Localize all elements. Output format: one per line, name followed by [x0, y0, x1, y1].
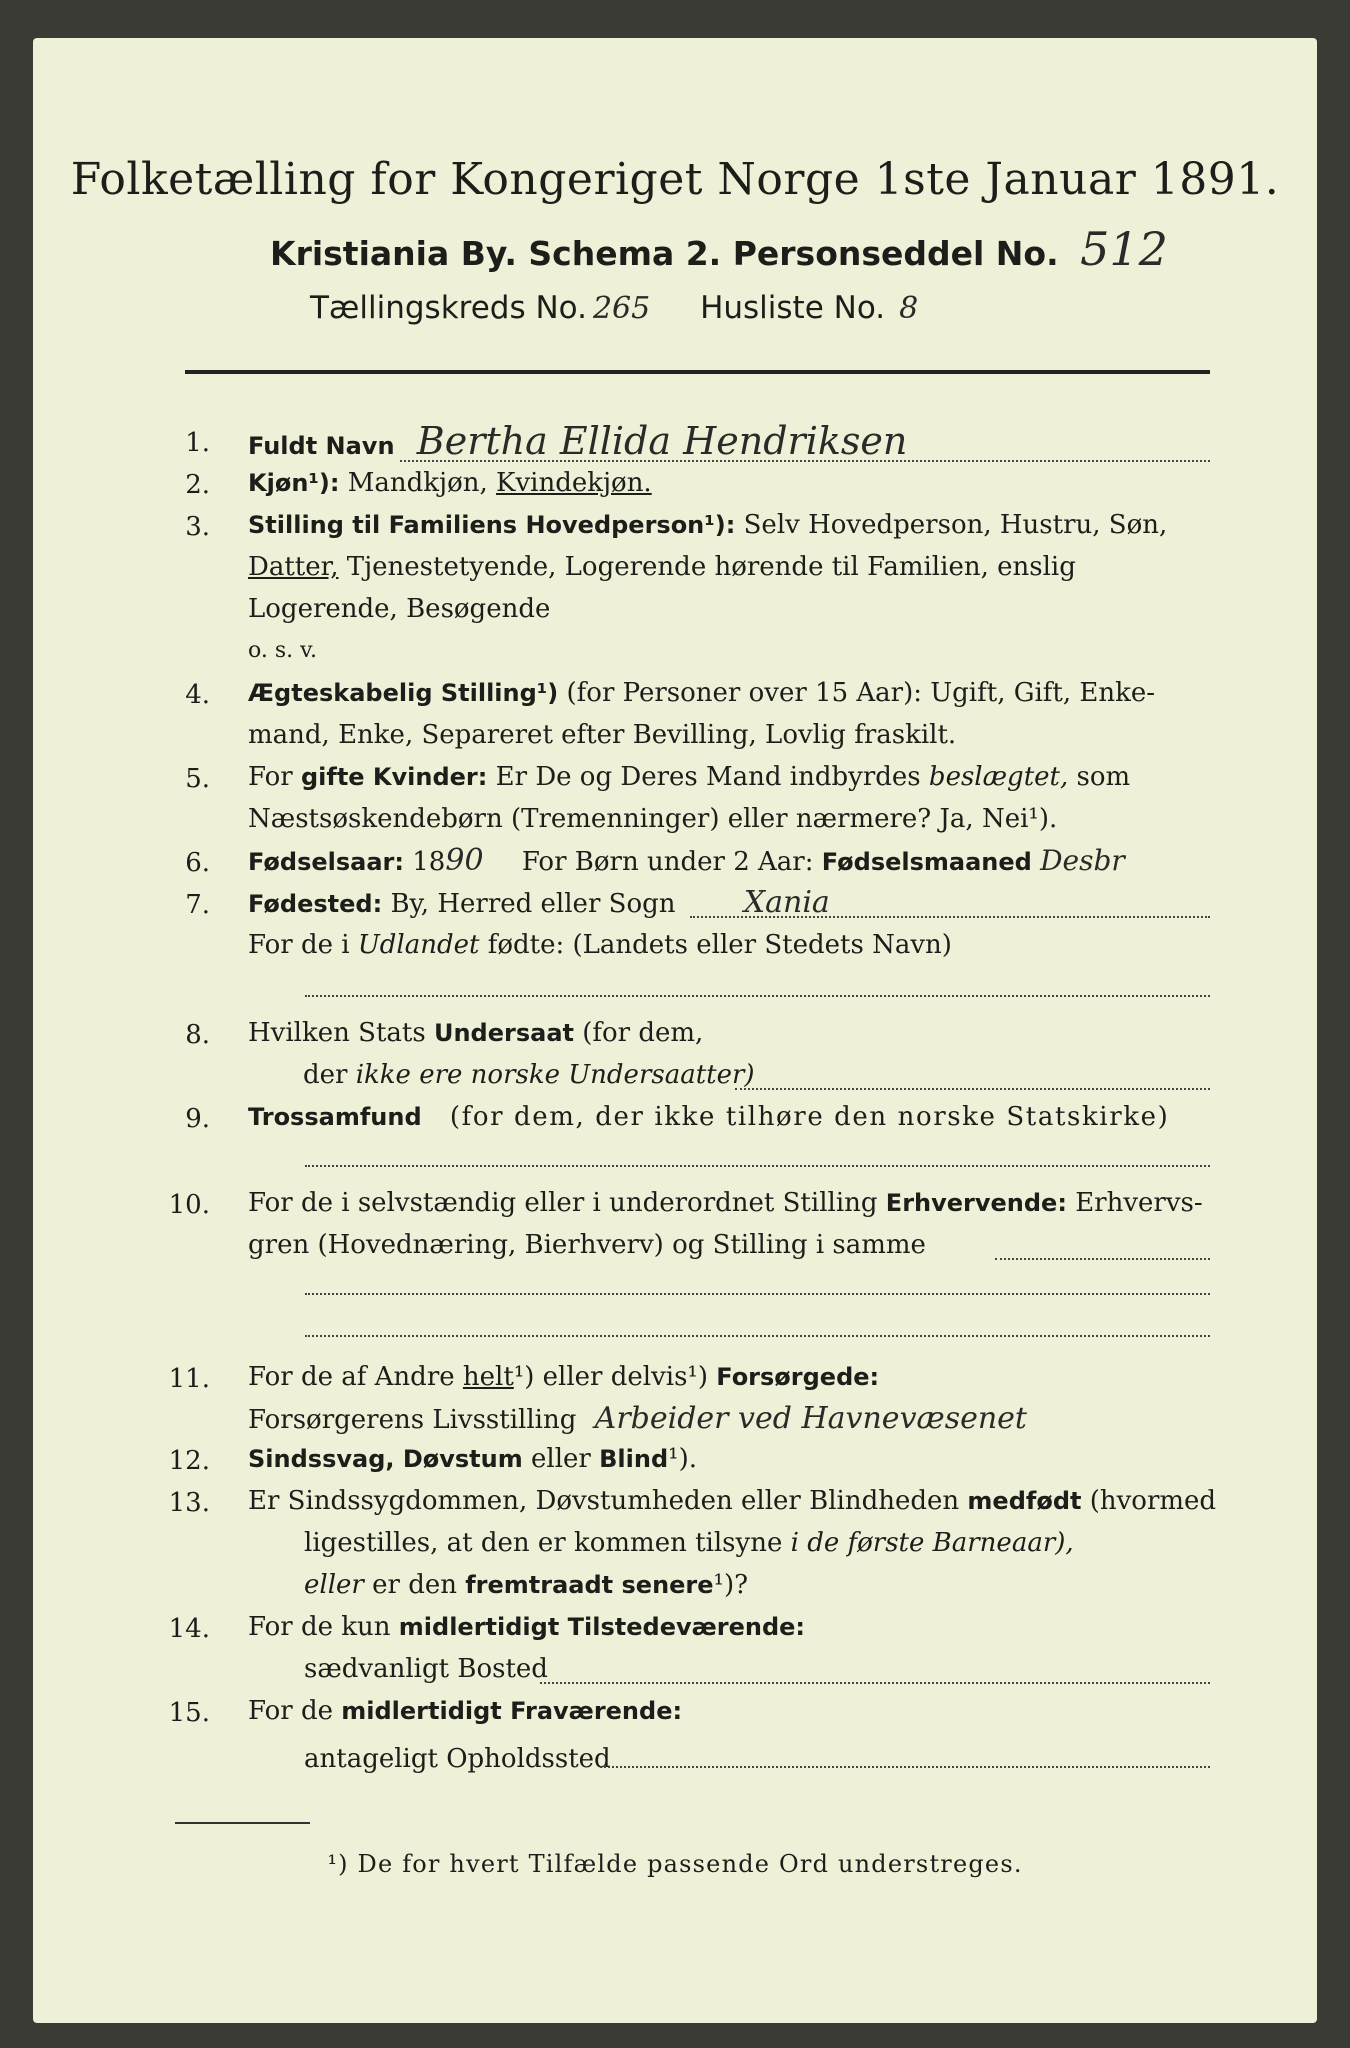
married-women-prefix: For [248, 762, 293, 792]
congenital-text-2: ligestilles, at den er kommen tilsyne [304, 1528, 783, 1558]
birth-month-value: Desbr [1040, 844, 1125, 877]
birth-year-label: Fødselsaar: [248, 848, 404, 876]
footnote-rule [175, 1822, 310, 1824]
occupation-dotted-line-3 [305, 1335, 1210, 1337]
abroad-text: fødte: (Landets eller Stedets Navn) [487, 930, 952, 960]
item-number: 10. [168, 1190, 210, 1220]
item-number: 6. [185, 848, 210, 878]
provider-occupation-value: Arbeider ved Havnevæsenet [594, 1401, 1027, 1436]
disability-footnote: ¹). [668, 1444, 697, 1474]
citizenship-prefix: Hvilken Stats [248, 1018, 426, 1048]
item-12-row [248, 1438, 697, 1480]
married-women-question: Er De og Deres Mand indbyrdes [495, 762, 921, 792]
occupation-dotted-line-2 [305, 1293, 1210, 1295]
item-6-row [248, 840, 1125, 883]
birthplace-label: Fødested: [248, 890, 383, 918]
under-two-text: For Børn under 2 Aar: [521, 847, 814, 877]
item-10-row-2: gren (Hovednæring, Bierhverv) og Stilling i samme [248, 1230, 926, 1260]
item-number: 3. [185, 512, 210, 542]
provider-occupation-label: Forsørgerens Livsstilling [248, 1405, 577, 1435]
item-13-row-3 [248, 1564, 748, 1606]
citizenship-text-2: der [303, 1060, 348, 1090]
temporary-absent-label: midlertidigt Fraværende: [341, 1697, 683, 1725]
birth-year-prefix: 18 [412, 847, 446, 877]
item-9-row [248, 1096, 1169, 1138]
husliste-label: Husliste No. [700, 290, 886, 326]
temporary-absent-text: For de [248, 1696, 333, 1726]
krets-label: Tællingskreds No. [310, 290, 587, 326]
item-3-row-2 [248, 546, 1076, 588]
header-rule [185, 370, 1210, 374]
personseddel-number: 512 [1080, 222, 1168, 276]
item-3-row [248, 504, 1167, 546]
abroad-word: Udlandet [357, 930, 480, 960]
supported-fully: helt [462, 1362, 514, 1392]
full-name-label: Fuldt Navn [248, 432, 395, 460]
item-13-row-2 [248, 1522, 1074, 1564]
abroad-dotted-line [305, 995, 1210, 997]
later-onset-footnote: ¹)? [713, 1570, 749, 1600]
item-8-row [248, 1012, 703, 1054]
congenital-text-end: (hvormed [1089, 1486, 1217, 1516]
gender-label: Kjøn¹): [248, 469, 340, 497]
disability-or: eller [531, 1444, 591, 1474]
item-number: 15. [168, 1698, 210, 1728]
item-number: 13. [168, 1488, 210, 1518]
item-number: 9. [185, 1104, 210, 1134]
gender-option-male: Mandkjøn, [347, 468, 488, 498]
occupation-text-end: Erhvervs- [1075, 1188, 1203, 1218]
family-position-options-2: Tjenestetyende, Logerende hørende til Familien, enslig [346, 552, 1076, 582]
birth-month-label: Fødselsmaaned [821, 848, 1032, 876]
item-14-row [248, 1606, 805, 1648]
citizenship-text: (for dem, [582, 1018, 704, 1048]
item-number: 2. [185, 470, 210, 500]
item-number: 4. [185, 680, 210, 710]
item-3-row-4: o. s. v. [248, 638, 317, 663]
item-13-row [248, 1480, 1216, 1522]
item-3-row-3: Logerende, Besøgende [248, 594, 551, 624]
congenital-or: eller [304, 1570, 364, 1600]
form-subtitle [270, 222, 1168, 276]
congenital-text-3: er den [372, 1570, 457, 1600]
birth-year-value: 90 [445, 843, 484, 878]
item-number: 8. [185, 1020, 210, 1050]
congenital-text: Er Sindssygdommen, Døvstumheden eller Blindheden [248, 1486, 960, 1516]
item-5-row [248, 756, 1130, 798]
marital-status-label: Ægteskabelig Stilling¹) [248, 679, 559, 707]
probable-residence-label: antageligt Opholdssted [304, 1744, 611, 1774]
item-2-row [248, 462, 652, 504]
disability-blind-label: Blind [599, 1445, 669, 1473]
citizenship-label: Undersaat [433, 1019, 574, 1047]
husliste-number: 8 [899, 291, 919, 326]
schema-label: Kristiania By. Schema 2. Personseddel No. [270, 234, 1059, 273]
form-title: Folketælling for Kongeriget Norge 1ste Januar 1891. [70, 154, 1280, 205]
abroad-prefix: For de i [248, 930, 350, 960]
temporary-present-text: For de kun [248, 1612, 391, 1642]
item-11-row [248, 1356, 879, 1398]
supported-label: Forsørgede: [716, 1363, 880, 1391]
religion-text: (for dem, der ikke tilhøre den norske Statskirke) [449, 1102, 1170, 1132]
later-onset-label: fremtraadt senere [465, 1571, 714, 1599]
occupation-text: For de i selvstændig eller i underordnet Stilling [248, 1188, 878, 1218]
congenital-label: medfødt [967, 1487, 1082, 1515]
occupation-dotted-line-1 [995, 1258, 1210, 1260]
married-women-label: gifte Kvinder: [300, 763, 488, 791]
congenital-italic: i de første Barneaar), [790, 1528, 1074, 1558]
usual-residence-label: sædvanligt Bosted [304, 1654, 548, 1684]
item-number: 1. [185, 428, 210, 458]
item-8-row-2 [248, 1054, 755, 1096]
married-women-end: som [1076, 762, 1131, 792]
occupation-label: Erhvervende: [885, 1189, 1067, 1217]
item-number: 5. [185, 764, 210, 794]
item-4-row-2: mand, Enke, Separeret efter Bevilling, Lovlig fraskilt. [248, 720, 957, 750]
supported-text: For de af Andre [248, 1362, 455, 1392]
temporary-present-label: midlertidigt Tilstedeværende: [398, 1613, 806, 1641]
krets-number: 265 [592, 291, 651, 326]
item-number: 11. [168, 1364, 210, 1394]
item-15-row [248, 1690, 682, 1732]
item-number: 7. [185, 890, 210, 920]
item-number: 12. [168, 1446, 210, 1476]
item-7-row-2 [248, 924, 952, 966]
full-name-value: Bertha Ellida Hendriksen [416, 419, 908, 463]
citizenship-dotted-line [735, 1088, 1210, 1090]
item-10-row [248, 1182, 1203, 1224]
disability-label: Sindssvag, Døvstum [248, 1445, 523, 1473]
item-4-row [248, 672, 1155, 714]
item-number: 14. [168, 1614, 210, 1644]
birthplace-dotted-line [690, 916, 1210, 918]
religion-dotted-line [305, 1165, 1210, 1167]
supported-partial: ¹) eller delvis¹) [513, 1362, 708, 1392]
usual-residence-dotted-line [540, 1682, 1210, 1684]
krets-line [310, 290, 918, 326]
citizenship-italic: ikke ere norske Undersaatter) [355, 1060, 755, 1090]
family-position-label: Stilling til Familiens Hovedperson¹): [248, 511, 736, 539]
probable-residence-dotted-line [600, 1766, 1210, 1768]
birthplace-value: Xania [743, 885, 830, 920]
family-position-selected: Datter, [248, 552, 339, 582]
footnote: ¹) De for hvert Tilfælde passende Ord understreges. [327, 1850, 1023, 1878]
family-position-options: Selv Hovedperson, Hustru, Søn, [743, 510, 1168, 540]
gender-option-female: Kvindekjøn. [496, 468, 652, 498]
item-11-row-2 [248, 1398, 1027, 1441]
marital-status-options: (for Personer over 15 Aar): Ugift, Gift, Enke- [566, 678, 1156, 708]
birthplace-text: By, Herred eller Sogn [390, 889, 676, 919]
item-7-row [248, 882, 830, 925]
item-5-row-2: Næstsøskendebørn (Tremenninger) eller nærmere? Ja, Nei¹). [248, 804, 1058, 834]
religion-label: Trossamfund [248, 1103, 422, 1131]
related-word: beslægtet, [928, 762, 1069, 792]
